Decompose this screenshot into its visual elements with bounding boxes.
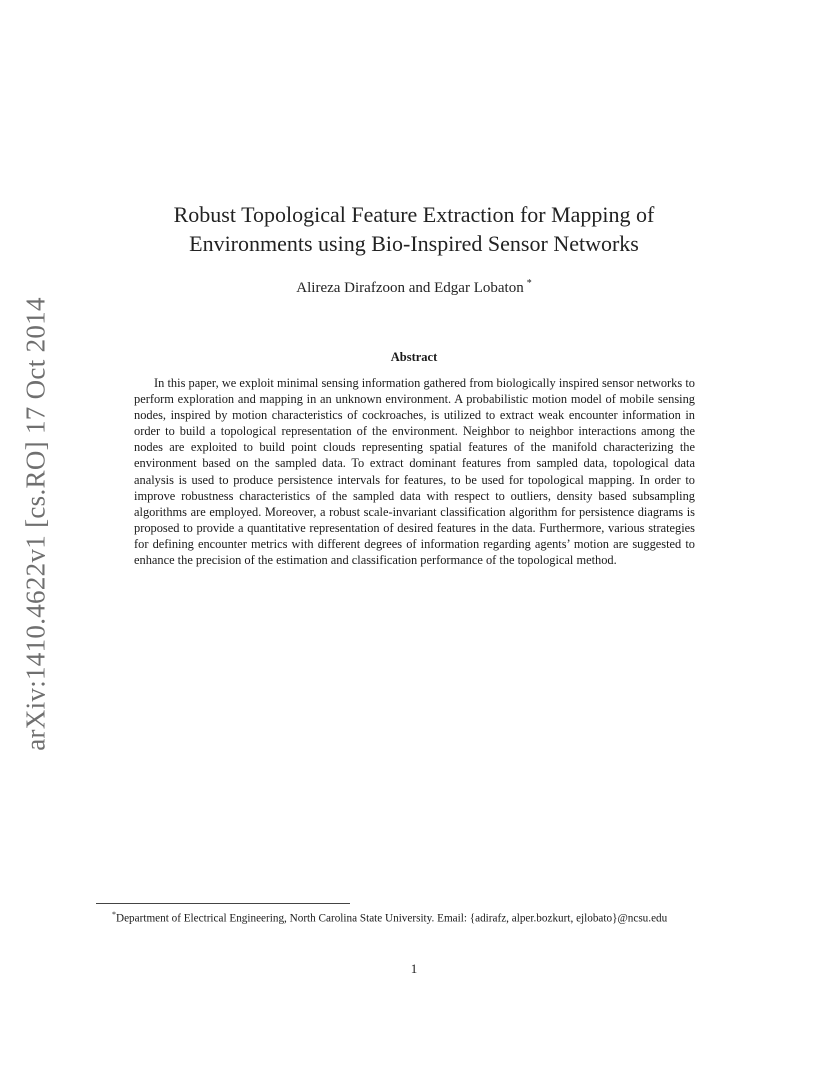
- author-footnote-mark: *: [526, 278, 532, 289]
- paper-title-line-1: Robust Topological Feature Extraction for Mapping of: [173, 202, 655, 227]
- author-list: [96, 278, 732, 297]
- abstract-heading: Abstract: [390, 350, 438, 364]
- paper-title-line-2: Environments using Bio-Inspired Sensor Networks: [189, 231, 639, 256]
- affiliation-footnote: [96, 907, 732, 927]
- author-names: Alireza Dirafzoon and Edgar Lobaton: [296, 280, 524, 296]
- page-number: 1: [410, 961, 418, 976]
- arxiv-identifier-stamp: arXiv:1410.4622v1 [cs.RO] 17 Oct 2014: [20, 297, 51, 751]
- footnote-divider: [96, 903, 350, 904]
- footnote-text: Department of Electrical Engineering, North Carolina State University. Email: {adirafz, alper.bozkurt, ejlobato}@ncsu.edu: [116, 912, 668, 925]
- abstract-body: In this paper, we exploit minimal sensing information gathered from biologically inspired sensor networks to perform exploration and mapping in an unknown environment. A probabilistic motion model of mobile sensing nodes, inspired by motion characteristics of cockroaches, is utilized to extract weak encounter information in order to build a topological representation of the environment. Neighbor to neighbor interactions among the nodes are exploited to build point clouds representing spatial features of the manifold characterizing the environment based on the sampled data. To extract dominant features from sampled data, topological data analysis is used to produce persistence intervals for features, to be used for topological mapping. In order to improve robustness characteristics of the sampled data with respect to outliers, density based subsampling algorithms are employed. Moreover, a robust scale-invariant classification algorithm for persistence diagrams is proposed to provide a quantitative representation of desired features in the data. Furthermore, various strategies for defining encounter metrics with different degrees of information regarding agents’ motion are suggested to enhance the precision of the estimation and classification performance of the topological method.: [134, 376, 695, 568]
- paper-title: [96, 200, 732, 258]
- footnote-mark: *: [112, 910, 116, 919]
